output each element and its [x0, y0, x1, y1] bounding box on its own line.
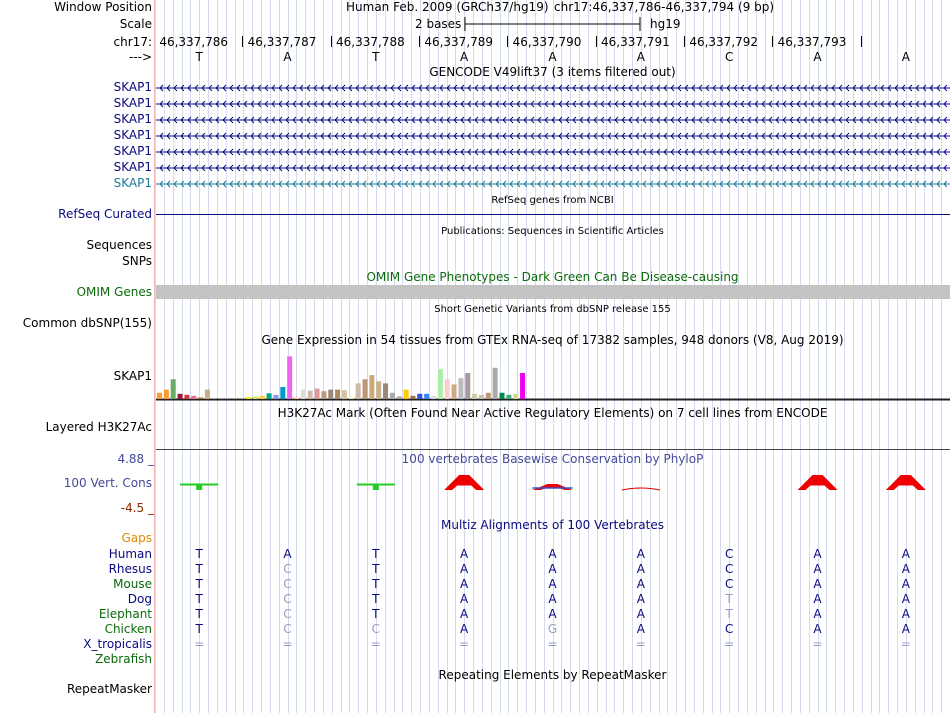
- repeatmasker-track-title[interactable]: Repeating Elements by RepeatMasker: [438, 668, 667, 682]
- base-letter: T: [195, 50, 203, 64]
- phylop-label[interactable]: 100 Vert. Cons: [63, 476, 152, 490]
- alignment-base: =: [812, 637, 823, 651]
- alignment-base: T: [372, 607, 380, 621]
- alignment-base: T: [195, 577, 203, 591]
- species-label[interactable]: Human: [108, 547, 152, 561]
- phylop-track-title[interactable]: 100 vertebrates Basewise Conservation by PhyloP: [401, 452, 704, 466]
- alignment-base: A: [901, 592, 910, 606]
- alignment-base: A: [636, 607, 645, 621]
- phylop-negative-mark: [357, 484, 395, 490]
- base-letter: A: [813, 50, 822, 64]
- scale-text: 2 bases: [415, 17, 462, 31]
- alignment-base: C: [724, 622, 734, 636]
- alignment-base: C: [724, 562, 734, 576]
- gaps-label[interactable]: Gaps: [121, 531, 152, 545]
- publications-track-title[interactable]: Publications: Sequences in Scientific Articles: [441, 226, 664, 237]
- alignment-base: T: [195, 607, 203, 621]
- alignment-base: A: [813, 547, 822, 561]
- omim-track-title[interactable]: OMIM Gene Phenotypes - Dark Green Can Be Disease-causing: [366, 270, 739, 284]
- alignment-base: T: [372, 562, 380, 576]
- alignment-base: T: [195, 592, 203, 606]
- gtex-gene-label[interactable]: SKAP1: [113, 369, 152, 383]
- gencode-item-label[interactable]: SKAP1: [113, 160, 152, 174]
- alignment-base: A: [548, 547, 557, 561]
- alignment-base: =: [282, 637, 293, 651]
- dbsnp-label[interactable]: Common dbSNP(155): [22, 316, 152, 330]
- alignment-base: A: [901, 577, 910, 591]
- alignment-base: C: [283, 577, 292, 591]
- alignment-base: A: [901, 622, 910, 636]
- alignment-base: C: [371, 622, 381, 636]
- snps-label[interactable]: SNPs: [122, 254, 152, 268]
- species-label[interactable]: Elephant: [98, 607, 152, 621]
- species-label[interactable]: Rhesus: [108, 562, 152, 576]
- gencode-item-label[interactable]: SKAP1: [113, 112, 152, 126]
- alignment-base: A: [636, 562, 645, 576]
- base-letter: A: [901, 50, 910, 64]
- refseq-curated-label[interactable]: RefSeq Curated: [58, 207, 152, 221]
- alignment-base: A: [636, 577, 645, 591]
- multiz-track-title[interactable]: Multiz Alignments of 100 Vertebrates: [440, 518, 665, 532]
- gtex-track-title[interactable]: Gene Expression in 54 tissues from GTEx RNA-seq of 17382 samples, 948 donors (V8, Aug 2019): [261, 333, 844, 347]
- assembly-title: Human Feb. 2009 (GRCh37/hg19): [346, 0, 549, 14]
- gencode-item-label[interactable]: SKAP1: [113, 128, 152, 142]
- sequences-label[interactable]: Sequences: [86, 238, 152, 252]
- phylop-letter-a: [533, 484, 573, 490]
- coordinate-tick-label: 46,337,791: [601, 35, 670, 49]
- alignment-base: A: [636, 592, 645, 606]
- phylop-letter-a: [886, 475, 926, 490]
- alignment-base: C: [283, 562, 292, 576]
- alignment-base: A: [901, 562, 910, 576]
- chrom-label: chr17:: [113, 35, 152, 49]
- alignment-base: T: [372, 547, 380, 561]
- alignment-base: C: [283, 607, 292, 621]
- species-label[interactable]: Dog: [127, 592, 152, 606]
- species-label[interactable]: Mouse: [113, 577, 152, 591]
- alignment-base: A: [901, 607, 910, 621]
- coordinate-tick-label: 46,337,787: [247, 35, 317, 49]
- alignment-base: T: [195, 622, 203, 636]
- gencode-item-label[interactable]: SKAP1: [113, 96, 152, 110]
- alignment-base: A: [548, 562, 557, 576]
- dbsnp-track-title[interactable]: Short Genetic Variants from dbSNP release 155: [434, 304, 671, 315]
- alignment-base: A: [460, 562, 469, 576]
- gencode-item-label[interactable]: SKAP1: [113, 176, 152, 190]
- alignment-base: =: [459, 637, 470, 651]
- alignment-base: A: [460, 547, 469, 561]
- base-letter: A: [636, 50, 645, 64]
- position-readout: chr17:46,337,786-46,337,794 (9 bp): [554, 0, 775, 14]
- alignment-base: C: [283, 592, 292, 606]
- alignment-base: T: [372, 577, 380, 591]
- coordinate-tick-label: 46,337,793: [777, 35, 847, 49]
- coordinate-tick-label: 46,337,789: [424, 35, 494, 49]
- phylop-max-label: 4.88 _: [117, 452, 154, 466]
- alignment-base: A: [548, 577, 557, 591]
- gencode-track-title[interactable]: GENCODE V49lift37 (3 items filtered out): [429, 65, 676, 79]
- alignment-base: =: [900, 637, 911, 651]
- species-label[interactable]: X_tropicalis: [83, 637, 152, 651]
- h3k27ac-track-title[interactable]: H3K27Ac Mark (Often Found Near Active Regulatory Elements) on 7 cell lines from ENCODE: [277, 406, 828, 420]
- alignment-base: A: [813, 577, 822, 591]
- alignment-base: T: [195, 547, 203, 561]
- alignment-base: C: [724, 547, 734, 561]
- scale-label: Scale: [119, 17, 152, 31]
- species-label[interactable]: Chicken: [104, 622, 152, 636]
- alignment-base: T: [725, 592, 733, 606]
- base-letter: C: [724, 50, 734, 64]
- h3k27ac-label[interactable]: Layered H3K27Ac: [45, 420, 152, 434]
- alignment-base: =: [370, 637, 381, 651]
- alignment-base: A: [813, 622, 822, 636]
- gencode-item-label[interactable]: SKAP1: [113, 144, 152, 158]
- base-letter: T: [372, 50, 380, 64]
- scale-db: hg19: [650, 17, 681, 31]
- alignment-base: A: [460, 577, 469, 591]
- alignment-base: A: [636, 622, 645, 636]
- alignment-base: C: [283, 622, 292, 636]
- alignment-base: A: [901, 547, 910, 561]
- strand-label: --->: [128, 50, 152, 64]
- gencode-item-label[interactable]: SKAP1: [113, 80, 152, 94]
- coordinate-tick-label: 46,337,788: [336, 35, 405, 49]
- base-letter: A: [283, 50, 292, 64]
- species-label[interactable]: Zebrafish: [95, 652, 152, 666]
- alignment-base: T: [372, 592, 380, 606]
- alignment-base: A: [813, 562, 822, 576]
- phylop-letter-a: [444, 475, 484, 490]
- alignment-base: A: [460, 622, 469, 636]
- alignment-base: A: [813, 592, 822, 606]
- alignment-base: C: [724, 577, 734, 591]
- coordinate-tick-label: 46,337,790: [512, 35, 582, 49]
- omim-genes-label[interactable]: OMIM Genes: [76, 285, 152, 299]
- base-letter: A: [460, 50, 469, 64]
- alignment-base: T: [725, 607, 733, 621]
- alignment-base: T: [195, 562, 203, 576]
- coordinate-tick-label: 46,337,786: [159, 35, 229, 49]
- coordinate-tick-label: 46,337,792: [689, 35, 759, 49]
- alignment-base: A: [460, 607, 469, 621]
- alignment-base: =: [547, 637, 558, 651]
- alignment-base: A: [460, 592, 469, 606]
- base-letter: A: [548, 50, 557, 64]
- alignment-base: A: [813, 607, 822, 621]
- alignment-base: G: [547, 622, 558, 636]
- alignment-base: =: [194, 637, 205, 651]
- alignment-base: =: [635, 637, 646, 651]
- alignment-base: A: [548, 592, 557, 606]
- phylop-min-label: -4.5 _: [120, 501, 154, 515]
- phylop-negative-mark: [180, 484, 218, 490]
- window-position-label: Window Position: [54, 0, 152, 14]
- alignment-base: A: [548, 607, 557, 621]
- alignment-base: A: [636, 547, 645, 561]
- refseq-track-title[interactable]: RefSeq genes from NCBI: [491, 195, 614, 206]
- alignment-base: =: [724, 637, 735, 651]
- alignment-base: A: [283, 547, 292, 561]
- phylop-letter-a: [798, 475, 838, 490]
- repeatmasker-label[interactable]: RepeatMasker: [66, 682, 152, 696]
- phylop-flat-mark: [622, 488, 660, 490]
